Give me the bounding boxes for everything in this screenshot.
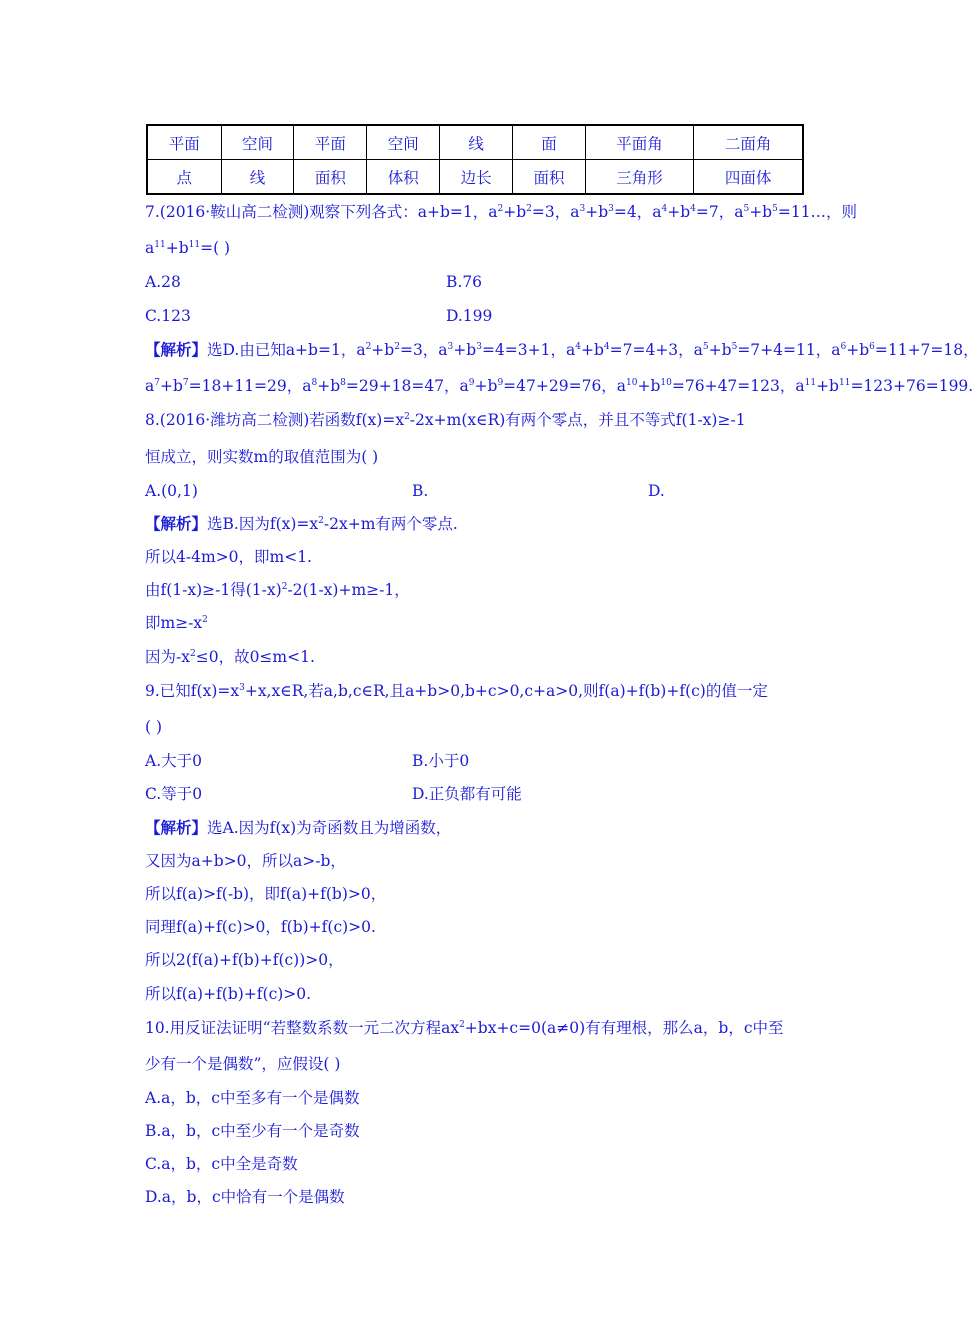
q7-stem-line1: 7.(2016·鞍山高二检测)观察下列各式：a+b=1，$a^2+b^2=3$，$a^3+b^3=4$，$a^4+b^4=7$，$a^5+b^5=11\dots$，则 [145, 203, 858, 221]
table-cell: 线 [221, 160, 294, 195]
table-row [147, 125, 803, 160]
q8-option-b: B. [412, 482, 429, 500]
table-cell: 面 [513, 125, 586, 160]
table-cell: 线 [440, 125, 513, 160]
table-row [147, 160, 803, 195]
q9-analysis-line1: 【解析】选A.因为f(x)为奇函数且为增函数， [145, 818, 452, 837]
q10-option-c: C.a，b，c中全是奇数 [145, 1155, 298, 1173]
q7-stem-line2: $a^{11}+b^{11}=$( ) [145, 239, 231, 257]
q9-option-a: A.大于0 [145, 752, 202, 770]
table-cell: 二面角 [694, 125, 803, 160]
q9-analysis-line2: 又因为a+b>0，所以a>-b， [145, 852, 346, 870]
table-cell: 边长 [440, 160, 513, 195]
q10-option-a: A.a，b，c中至多有一个是偶数 [145, 1089, 360, 1107]
q8-stem-line2: 恒成立，则实数m的取值范围为( ) [145, 448, 379, 466]
q10-stem-line1: 10.用反证法证明“若整数系数一元二次方程$ax^2+bx+c=0(a\ne 0)$有有理根，那么a，b，c中至 [145, 1019, 784, 1037]
q9-option-c: C.等于0 [145, 785, 203, 803]
q8-analysis-line4: 即$m\ge-x^2$ [145, 614, 208, 632]
q10-option-b: B.a，b，c中至少有一个是奇数 [145, 1122, 360, 1140]
q8-stem-line1: 8.(2016·潍坊高二检测)若函数$f(x)=x^2-2x+m(x\in R)$有两个零点，并且不等式f(1-x)≥-1 [145, 411, 746, 429]
q8-analysis-line5: 因为$-x^2\le 0$，故0≤m<1. [145, 648, 315, 666]
table-cell: 点 [147, 160, 221, 195]
q9-stem-line1: 9.已知$f(x)=x^3+x,x\in R$,若a,b,c∈R,且a+b>0,b+c>0,c+a>0,则f(a)+f(b)+f(c)的值一定 [145, 682, 768, 700]
q9-analysis-line5: 所以2(f(a)+f(b)+f(c))>0， [145, 951, 344, 969]
q7-option-a: A.28 [145, 273, 181, 291]
q7-option-b: B.76 [446, 273, 483, 291]
q7-option-c: C.123 [145, 307, 191, 325]
q8-analysis-line1: 【解析】选B.因为$f(x)=x^2-2x+m$有两个零点. [145, 514, 458, 533]
q7-analysis-line2: $a^7+b^7=18+11=29$，$a^8+b^8=29+18=47$，$a^9+b^9=47+29=76$，$a^{10}+b^{10}=76+47=123$，$a^{11}+b^{11}=123+76=199$. [145, 377, 974, 395]
table-cell: 平面 [294, 125, 367, 160]
table-cell: 三角形 [585, 160, 693, 195]
analogy-table [146, 124, 804, 195]
table-cell: 平面 [147, 125, 221, 160]
q8-analysis-line3: 由f(1-x)≥-1得$(1-x)^2-2(1-x)+m\ge-1$， [145, 581, 410, 599]
table-cell: 四面体 [694, 160, 803, 195]
table-cell: 体积 [367, 160, 440, 195]
table-cell: 空间 [221, 125, 294, 160]
table-cell: 平面角 [585, 125, 693, 160]
q9-option-d: D.正负都有可能 [412, 785, 522, 803]
q7-option-d: D.199 [446, 307, 493, 325]
q9-analysis-line6: 所以f(a)+f(b)+f(c)>0. [145, 985, 312, 1003]
q10-option-d: D.a，b，c中恰有一个是偶数 [145, 1188, 345, 1206]
q7-analysis-line1: 【解析】选D.由已知a+b=1，$a^2+b^2=3$，$a^3+b^3=4=3+1$，$a^4+b^4=7=4+3$，$a^5+b^5=7+4=11$，$a^6+b^6=11+7=18$， [145, 340, 979, 359]
q9-stem-line2: ( ) [145, 718, 163, 736]
q9-option-b: B.小于0 [412, 752, 470, 770]
table-cell: 面积 [513, 160, 586, 195]
q8-analysis-line2: 所以4-4m>0，即m<1. [145, 548, 312, 566]
table-cell: 空间 [367, 125, 440, 160]
table-cell: 面积 [294, 160, 367, 195]
q9-analysis-line4: 同理f(a)+f(c)>0，f(b)+f(c)>0. [145, 918, 376, 936]
q10-stem-line2: 少有一个是偶数”，应假设( ) [145, 1055, 341, 1073]
q8-option-a: A.(0,1) [145, 482, 198, 500]
q9-analysis-line3: 所以f(a)>f(-b)，即f(a)+f(b)>0， [145, 885, 387, 903]
q8-option-d: D. [648, 482, 665, 500]
